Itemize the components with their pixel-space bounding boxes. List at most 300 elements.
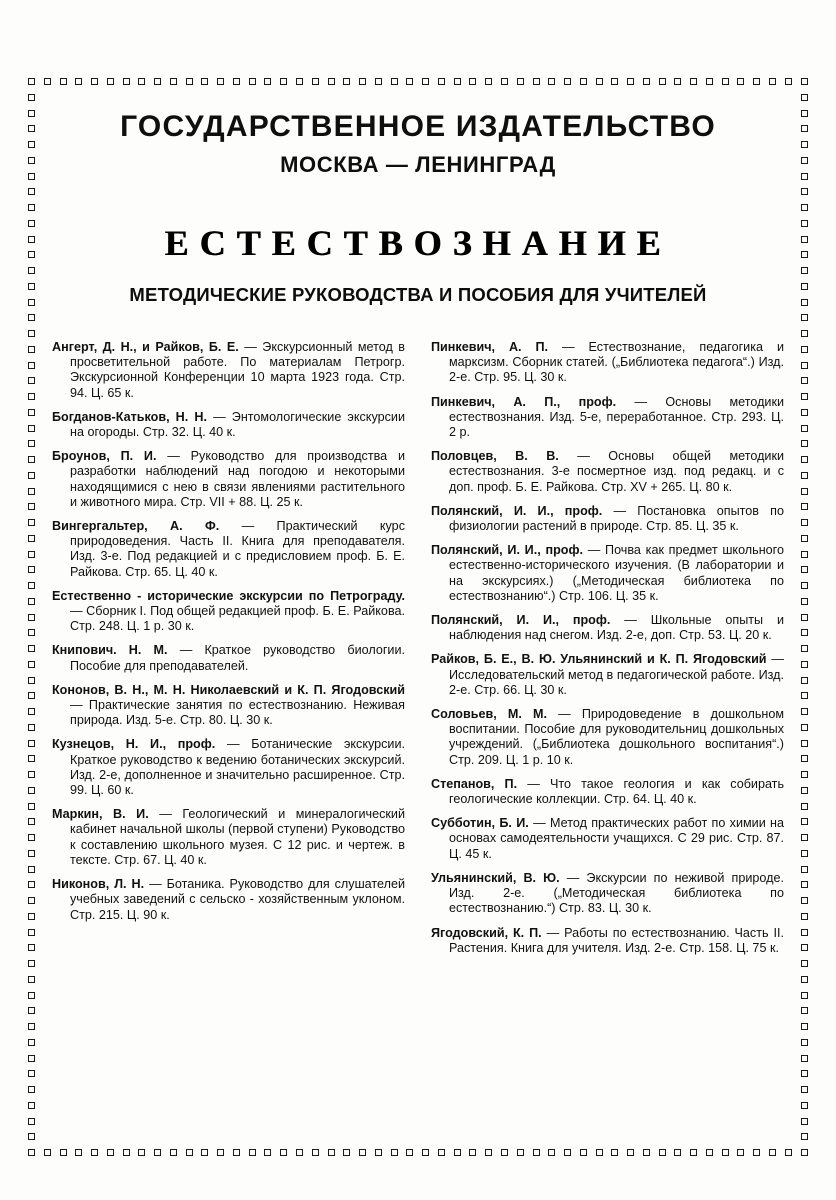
border-dot [690,1149,697,1156]
entry-author: Полянский, И. И., проф. [431,503,603,518]
border-dot [422,1149,429,1156]
border-dot [801,440,808,447]
border-dot [28,488,35,495]
border-dot [28,708,35,715]
catalog-column-left [52,340,405,965]
border-dot [596,78,603,85]
border-dot [801,551,808,558]
border-dot [801,346,808,353]
border-dot [28,566,35,573]
entry-author: Соловьев, М. М. [431,707,547,722]
border-dot [801,661,808,668]
border-dot [801,472,808,479]
border-dot [328,78,335,85]
catalog-entry [431,707,784,768]
border-dot [28,787,35,794]
border-dot [28,409,35,416]
border-dot [343,1149,350,1156]
border-dot [801,992,808,999]
border-dot [438,78,445,85]
border-dot [801,1149,808,1156]
border-dot [801,960,808,967]
border-dot [359,78,366,85]
border-dot [469,1149,476,1156]
border-dot [674,78,681,85]
border-dot [28,1070,35,1077]
page-title: ЕСТЕСТВОЗНАНИЕ [164,223,672,263]
border-dot [217,78,224,85]
border-dot [28,78,35,85]
border-dot [485,1149,492,1156]
border-dot [801,330,808,337]
catalog-entry [52,519,405,580]
border-dot [596,1149,603,1156]
entry-author: Пинкевич, А. П. [431,340,549,354]
border-dot [801,614,808,621]
border-dot [438,1149,445,1156]
border-dot [801,755,808,762]
border-dot [643,78,650,85]
border-dot [501,78,508,85]
border-dot [28,661,35,668]
border-dot [801,803,808,810]
border-dot [28,629,35,636]
border-dot [391,78,398,85]
border-dot [801,362,808,369]
border-dot [627,78,634,85]
border-dot [28,314,35,321]
border-dot [785,1149,792,1156]
border-dot [264,1149,271,1156]
border-dot [801,724,808,731]
border-dot [706,1149,713,1156]
catalog-entry [431,776,785,807]
entry-author: Полянский, И. И., проф. [431,543,583,558]
border-dot [801,251,808,258]
entry-description: — Почва как предмет школьного естественно-исторического изучения. (В лаборатории и на экскурсиях.) („Методическая библиотека по естествознанию“.) Стр. 106. Ц. 35 к. [449,543,784,603]
border-dot [611,78,618,85]
border-dot [28,582,35,589]
border-dot [801,425,808,432]
catalog-entry [431,449,785,495]
catalog-columns [52,340,784,965]
border-dot [28,1086,35,1093]
border-dot [28,677,35,684]
border-dot [296,78,303,85]
border-dot [233,78,240,85]
border-dot [75,78,82,85]
border-dot [454,1149,461,1156]
border-dot [801,929,808,936]
border-dot [801,488,808,495]
entry-author: Богданов-Катьков, Н. Н. [52,409,207,424]
border-dot [801,771,808,778]
border-dot [44,78,51,85]
border-dot [564,78,571,85]
border-dot [801,834,808,841]
border-dot [28,377,35,384]
border-dot [28,110,35,117]
border-dot [801,897,808,904]
catalog-entry [431,870,784,917]
border-dot [801,519,808,526]
entry-description: — Ботаника. Руководство для слушателей учебных заведений с сельско - хозяйственным уклоном. Стр. 215. Ц. 90 к. [70,877,405,922]
border-dot [801,850,808,857]
border-dot [28,173,35,180]
entry-author: Никонов, Л. Н. [52,877,145,892]
border-dot [28,913,35,920]
border-dot [643,1149,650,1156]
border-dot [28,94,35,101]
border-dot [801,157,808,164]
border-dot [28,645,35,652]
border-dot [91,78,98,85]
catalog-entry [52,682,405,729]
border-dot [753,1149,760,1156]
catalog-entry [52,737,405,798]
entry-author: Субботин, Б. И. [431,816,529,831]
border-dot [801,976,808,983]
border-dot [517,1149,524,1156]
border-dot [28,1133,35,1140]
entry-description: — Руководство для производства и разработки наблюдений над погодою и некоторыми находящимися с нею в связи явлениями растительного и животного мира. Стр. VII + 88. Ц. 25 к. [70,449,405,509]
entry-description: — Энтомологические экскурсии на огороды. Стр. 32. Ц. 40 к. [70,409,405,440]
border-dot [454,78,461,85]
border-dot [501,1149,508,1156]
border-dot [28,960,35,967]
border-dot [801,535,808,542]
border-dot [28,1023,35,1030]
border-dot [138,1149,145,1156]
border-dot [28,472,35,479]
border-dot [28,425,35,432]
border-dot [801,204,808,211]
border-dot [659,1149,666,1156]
entry-description: — Краткое руководство биологии. Пособие для преподавателей. [70,643,405,673]
border-dot [469,78,476,85]
border-dot [280,1149,287,1156]
border-dot [28,692,35,699]
border-dot [785,78,792,85]
entry-description: — Что такое геология и как собирать геологические коллекции. Стр. 64. Ц. 40 к. [449,776,785,807]
entry-author: Половцев, В. В. [431,449,559,464]
border-dot [28,157,35,164]
border-dot [28,440,35,447]
entry-author: Полянский, И. И., проф. [431,613,611,628]
catalog-entry [52,449,405,510]
entry-description: — Практические занятия по естествознанию. Неживая природа. Изд. 5-е. Стр. 80. Ц. 30 к. [70,698,405,728]
catalog-entry [431,543,784,604]
border-dot [28,283,35,290]
entry-description: — Работы по естествознанию. Часть II. Растения. Книга для учителя. Изд. 2-е. Стр. 158. Ц. 75 к. [449,925,784,955]
border-dot [28,1007,35,1014]
border-dot [753,78,760,85]
border-dot [28,724,35,731]
border-dot [28,881,35,888]
border-dot [28,771,35,778]
border-dot [801,267,808,274]
border-dot [801,94,808,101]
entry-author: Кузнецов, Н. И., проф. [52,737,216,752]
border-dot [801,1023,808,1030]
border-dot [60,78,67,85]
border-dot [28,346,35,353]
border-dot [690,78,697,85]
border-dot [485,78,492,85]
border-dot [60,1149,67,1156]
border-dot [801,409,808,416]
border-dot [154,1149,161,1156]
border-dot [28,125,35,132]
border-dot [91,1149,98,1156]
border-dot [296,1149,303,1156]
border-dot [28,803,35,810]
border-dot [343,78,350,85]
border-dot [801,1055,808,1062]
border-dot [28,992,35,999]
catalog-entry [431,816,784,862]
catalog-entry [52,409,405,440]
entry-description: — Постановка опытов по физиологии растений в природе. Стр. 85. Ц. 35 к. [449,503,784,534]
border-dot [627,1149,634,1156]
catalog-entry [52,877,405,923]
border-left-dots [28,78,35,1156]
border-dot [107,1149,114,1156]
border-dot [801,1070,808,1077]
border-dot [801,141,808,148]
entry-description: — Экскурсионный метод в просветительной работе. По материалам Петрогр. Экскурсионной Конференции 10 марта 1923 года. Стр. 94. Ц. 65 к. [70,340,405,400]
entry-author: Броунов, П. И. [52,449,157,464]
border-dot [28,614,35,621]
border-dot [801,220,808,227]
border-dot [406,78,413,85]
entry-author: Ягодовский, К. П. [431,925,542,940]
publisher-name: ГОСУДАРСТВЕННОЕ ИЗДАТЕЛЬСТВО [120,110,716,143]
border-dot [801,582,808,589]
border-dot [28,850,35,857]
border-dot [28,519,35,526]
border-dot [123,1149,130,1156]
entry-description: — Исследовательский метод в педагогической работе. Изд. 2-е. Стр. 66. Ц. 30 к. [449,652,784,697]
border-dot [28,251,35,258]
border-dot [28,204,35,211]
border-dot [801,740,808,747]
border-dot [217,1149,224,1156]
border-dot [28,236,35,243]
border-dot [123,78,130,85]
border-dot [28,976,35,983]
border-dot [801,236,808,243]
catalog-entry [431,613,784,643]
border-dot [801,881,808,888]
publisher-cities: МОСКВА — ЛЕНИНГРАД [280,152,556,177]
catalog-entry [52,588,405,635]
page-subtitle: МЕТОДИЧЕСКИЕ РУКОВОДСТВА И ПОСОБИЯ ДЛЯ УЧИТЕЛЕЙ [129,284,707,305]
border-dot [801,173,808,180]
border-dot [375,1149,382,1156]
entry-description: — Метод практических работ по химии на основах самодеятельности учащихся. С 29 рис. Стр. 87. Ц. 45 к. [449,816,784,861]
catalog-entry [431,925,784,956]
border-dot [801,708,808,715]
border-dot [201,1149,208,1156]
border-dot [801,645,808,652]
entry-description: — Природоведение в дошкольном воспитании. Пособие для руководительниц дошкольных учреждений. („Библиотека дошкольного воспитания“.) Стр. 209. Ц. 1 р. 10 к. [449,707,784,767]
border-dot [801,598,808,605]
border-dot [737,1149,744,1156]
border-dot [28,897,35,904]
border-dot [611,1149,618,1156]
entry-author: Степанов, П. [431,776,518,791]
border-dot [28,866,35,873]
border-dot [28,299,35,306]
border-dot [28,535,35,542]
border-dot [312,1149,319,1156]
border-dot [801,456,808,463]
border-dot [170,1149,177,1156]
border-dot [28,1102,35,1109]
border-dot [28,1118,35,1125]
entry-author: Ангерт, Д. Н., и Райков, Б. Е. [52,340,239,354]
border-dot [249,1149,256,1156]
border-dot [548,78,555,85]
border-dot [249,78,256,85]
border-dot [564,1149,571,1156]
border-dot [801,299,808,306]
border-dot [517,78,524,85]
catalog-entry [52,340,405,401]
entry-description: — Практический курс природоведения. Часть II. Книга для преподавателя. Изд. 3-е. Под редакцией и с предисловием проф. Б. Е. Райкова. Стр. 65. Ц. 40 к. [70,519,405,579]
border-dot [722,1149,729,1156]
border-dot [801,692,808,699]
entry-author: Вингергальтер, А. Ф. [52,519,220,534]
border-dot [801,110,808,117]
border-dot [674,1149,681,1156]
border-dot [186,1149,193,1156]
border-dot [706,78,713,85]
border-dot [801,78,808,85]
border-dot [186,78,193,85]
border-dot [769,78,776,85]
entry-author: Маркин, В. И. [52,807,149,822]
border-dot [28,362,35,369]
border-dot [801,1039,808,1046]
border-dot [28,220,35,227]
page-content [52,96,784,1136]
border-dot [359,1149,366,1156]
border-dot [28,1039,35,1046]
entry-description: — Естествознание, педагогика и марксизм. Сборник статей. („Библиотека педагога“.) Изд. 2-е. Стр. 95. Ц. 30 к. [449,340,784,385]
border-dot [201,78,208,85]
border-dot [28,929,35,936]
entry-author: Ульянинский, В. Ю. [431,870,560,885]
border-dot [801,677,808,684]
entry-description: — Основы методики естествознания. Изд. 5-е, переработанное. Стр. 293. Ц. 2 р. [449,394,784,440]
entry-description: — Школьные опыты и наблюдения над снегом. Изд. 2-е, доп. Стр. 53. Ц. 20 к. [449,613,784,643]
border-dot [801,188,808,195]
entry-author: Райков, Б. Е., В. Ю. Ульянинский и К. П. Ягодовский [431,652,767,667]
border-dot [28,1055,35,1062]
border-dot [422,78,429,85]
border-dot [737,78,744,85]
entry-description: — Сборник I. Под общей редакцией проф. Б. Е. Райкова. Стр. 248. Ц. 1 р. 30 к. [70,604,405,634]
border-dot [391,1149,398,1156]
border-dot [801,314,808,321]
border-dot [801,503,808,510]
border-right-dots [801,78,808,1156]
border-dot [233,1149,240,1156]
border-dot [154,78,161,85]
border-dot [801,1133,808,1140]
border-dot [801,944,808,951]
border-dot [801,566,808,573]
border-dot [28,834,35,841]
border-dot [580,1149,587,1156]
entry-description: — Геологический и минералогический кабинет начальной школы (первой ступени) Руководство к составлению школьного музея. С 12 рис. и чертеж. в тексте. Стр. 67. Ц. 40 к. [70,807,405,867]
entry-author: Пинкевич, А. П., проф. [431,394,617,409]
border-dot [28,393,35,400]
catalog-entry [431,503,784,534]
border-dot [28,944,35,951]
border-dot [264,78,271,85]
entry-author: Книпович. Н. М. [52,643,168,658]
border-dot [28,141,35,148]
border-dot [801,377,808,384]
border-dot [28,330,35,337]
border-dot [328,1149,335,1156]
entry-description: — Ботанические экскурсии. Краткое руководство к ведению ботанических экскурсий. Изд. 2-е, дополненное и значительно расширенное. Стр. 99. Ц. 60 к. [70,737,405,798]
border-dot [801,1007,808,1014]
border-dot [801,787,808,794]
border-dot [312,78,319,85]
border-dot [28,503,35,510]
border-dot [533,1149,540,1156]
border-dot [801,283,808,290]
border-dot [580,78,587,85]
border-dot [659,78,666,85]
border-dot [801,1118,808,1125]
border-dot [28,456,35,463]
border-dot [28,267,35,274]
border-dot [28,551,35,558]
border-dot [375,78,382,85]
border-dot [722,78,729,85]
border-dot [280,78,287,85]
border-bottom-dots [28,1149,808,1156]
border-dot [769,1149,776,1156]
catalog-entry [431,340,784,386]
border-dot [28,818,35,825]
border-dot [44,1149,51,1156]
border-dot [28,1149,35,1156]
entry-description: — Основы общей методики естествознания. 3-е посмертное изд. под редакц. и с доп. проф. Б. Е. Райкова. Стр. XV + 265. Ц. 80 к. [449,449,785,494]
entry-author: Естественно - исторические экскурсии по Петрограду. [52,588,405,603]
border-dot [801,818,808,825]
catalog-entry [52,807,405,868]
catalog-entry [431,394,784,441]
border-dot [801,866,808,873]
border-dot [801,913,808,920]
border-top-dots [28,78,808,85]
border-dot [107,78,114,85]
catalog-entry [52,643,405,673]
border-dot [138,78,145,85]
border-dot [801,125,808,132]
catalog-column-right [431,340,784,965]
border-dot [28,755,35,762]
entry-description: — Экскурсии по неживой природе. Изд. 2-е. („Методическая библиотека по естествознанию.“) Стр. 83. Ц. 30 к. [449,870,784,916]
entry-author: Кононов, В. Н., М. Н. Николаевский и К. П. Ягодовский [52,682,405,697]
border-dot [75,1149,82,1156]
